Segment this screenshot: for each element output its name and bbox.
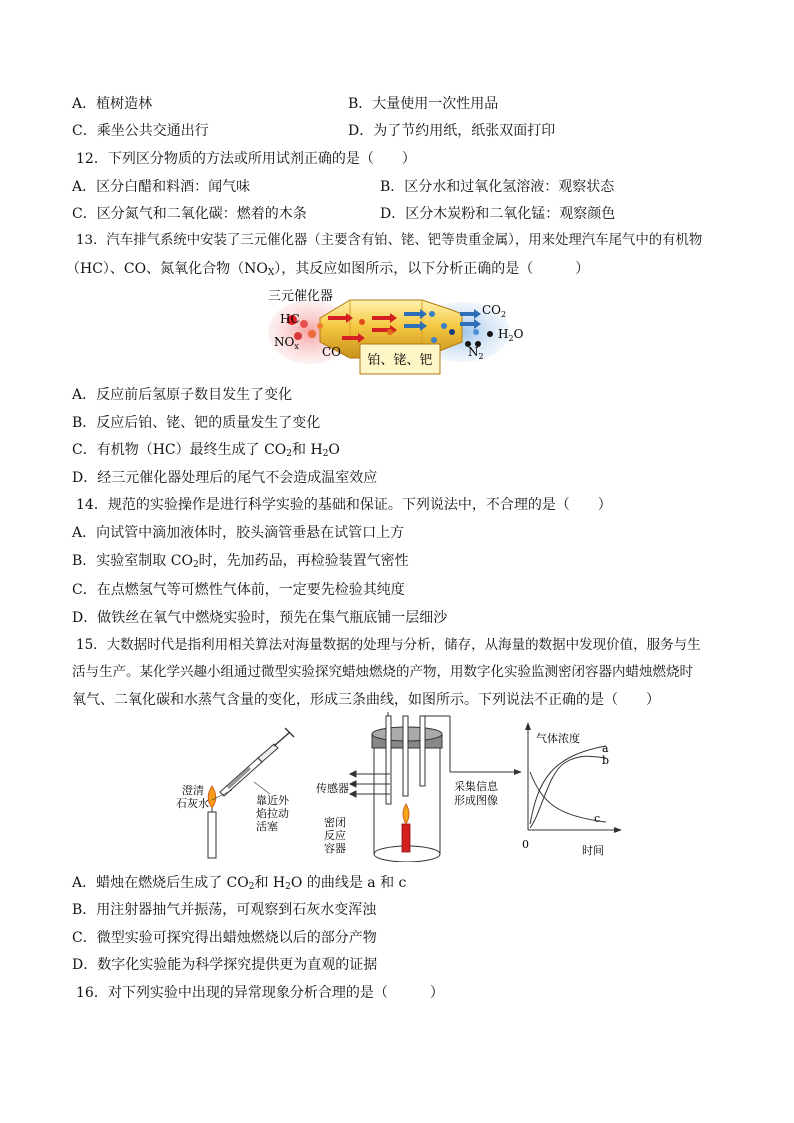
syringe-apparatus bbox=[208, 728, 294, 858]
near-label-1: 靠近外 bbox=[256, 794, 289, 807]
q14-stem: 14．规范的实验操作是进行科学实验的基础和保证。下列说法中，不合理的是（ ） bbox=[76, 497, 612, 513]
q13-stem-line1: 13．汽车排气系统中安装了三元催化器（主要含有铂、铑、钯等贵重金属），用来处理汽车尾气中的有机物 bbox=[76, 233, 703, 248]
q15-option-a: A．蜡烛在燃烧后生成了 $CO_2$和 $H_2O$ 的曲线是 a 和 c bbox=[72, 875, 407, 892]
metals-label: 铂、铑、钯 bbox=[367, 353, 433, 368]
q14-option-c: C．在点燃氢气等可燃性气体前，一定要先检验其纯度 bbox=[72, 582, 405, 598]
sealed-label-2: 反应 bbox=[324, 829, 346, 842]
q14-option-a: A．向试管中滴加液体时，胶头滴管垂悬在试管口上方 bbox=[72, 525, 405, 541]
q15-option-c: C．微型实验可探究得出蜡烛燃烧以后的部分产物 bbox=[72, 930, 377, 946]
q13-option-d: D．经三元催化器处理后的尾气不会造成温室效应 bbox=[72, 470, 378, 486]
y-axis-label: 气体浓度 bbox=[536, 732, 580, 745]
candle-red bbox=[402, 824, 410, 852]
collect-label-2: 形成图像 bbox=[454, 794, 498, 807]
q15-option-d: D．数字化实验能为科学探究提供更为直观的证据 bbox=[72, 957, 378, 973]
q15-stem-line2: 活与生产。某化学兴趣小组通过微型实验探究蜡烛燃烧的产物，用数字化实验监测密闭容器内蜡烛燃烧时 bbox=[72, 664, 693, 680]
h2o-label: $H_2O$ bbox=[498, 327, 524, 343]
q13-option-c: C．有机物（HC）最终生成了 $CO_2$和 $H_2O$ bbox=[72, 442, 340, 459]
sealed-container bbox=[372, 712, 450, 862]
q13-option-a: A．反应前后氢原子数目发生了变化 bbox=[72, 387, 293, 403]
origin-label: 0 bbox=[522, 838, 529, 851]
q13-stem-line2: （HC）、CO、氮氧化合物$(NO_X)$，其反应如图所示，以下分析正确的是（ ） bbox=[66, 261, 590, 278]
q15-option-b: B．用注射器抽气并振荡，可观察到石灰水变浑浊 bbox=[72, 902, 377, 918]
q12-option-c: C．区分氮气和二氧化碳：燃着的木条 bbox=[72, 206, 307, 222]
candle-experiment-figure bbox=[170, 712, 630, 862]
q12-option-d: D．区分木炭粉和二氧化锰：观察颜色 bbox=[380, 206, 616, 222]
sealed-label-3: 容器 bbox=[324, 842, 346, 855]
q11-option-b: B．大量使用一次性用品 bbox=[348, 96, 499, 112]
co-label: CO bbox=[322, 345, 342, 359]
q11-option-c: C．乘坐公共交通出行 bbox=[72, 123, 209, 139]
catalytic-converter-figure bbox=[262, 286, 532, 378]
curve-b-label: b bbox=[602, 754, 610, 767]
q12-option-b: B．区分水和过氧化氢溶液：观察状态 bbox=[380, 179, 615, 195]
q15-stem-line3: 氧气、二氧化碳和水蒸气含量的变化，形成三条曲线，如图所示。下列说法不正确的是（ ） bbox=[72, 692, 660, 708]
candle-flame-left bbox=[208, 786, 216, 808]
q16-stem: 16．对下列实验中出现的异常现象分析合理的是（ ） bbox=[76, 985, 444, 1001]
collect-label-1: 采集信息 bbox=[454, 780, 498, 793]
sealed-label-1: 密闭 bbox=[324, 816, 346, 829]
near-label-2: 焰拉动 bbox=[256, 807, 289, 820]
q13-option-b: B．反应后铂、铑、钯的质量发生了变化 bbox=[72, 415, 321, 431]
q14-option-d: D．做铁丝在氧气中燃烧实验时，预先在集气瓶底铺一层细沙 bbox=[72, 610, 448, 626]
curve-a-label: a bbox=[602, 742, 609, 755]
q14-option-b: B．实验室制取 $CO_2$时，先加药品，再检验装置气密性 bbox=[72, 553, 409, 570]
near-label-3: 活塞 bbox=[256, 820, 278, 833]
sensor-label: 传感器 bbox=[316, 782, 349, 795]
q11-option-d: D．为了节约用纸，纸张双面打印 bbox=[348, 123, 556, 139]
hc-label: HC bbox=[280, 312, 300, 326]
co2-label: $CO_2$ bbox=[482, 303, 507, 319]
nox-label: $NO_x$ bbox=[274, 335, 299, 351]
converter-title: 三元催化器 bbox=[268, 289, 334, 304]
q12-option-a: A．区分白醋和料酒：闻气味 bbox=[72, 179, 251, 195]
q11-option-a: A．植树造林 bbox=[72, 96, 153, 112]
x-axis-label: 时间 bbox=[582, 844, 604, 857]
q12-stem: 12．下列区分物质的方法或所用试剂正确的是（ ） bbox=[76, 151, 416, 167]
limewater-label-1: 澄清 bbox=[182, 784, 204, 797]
curve-c-label: c bbox=[594, 812, 601, 825]
limewater-label-2: 石灰水 bbox=[176, 797, 209, 810]
n2-label: $N_2$ bbox=[468, 345, 484, 361]
collect-arrow bbox=[450, 769, 522, 775]
q15-stem-line1: 15．大数据时代是指利用相关算法对海量数据的处理与分析，储存，从海量的数据中发现价值，服务与生 bbox=[76, 637, 701, 653]
